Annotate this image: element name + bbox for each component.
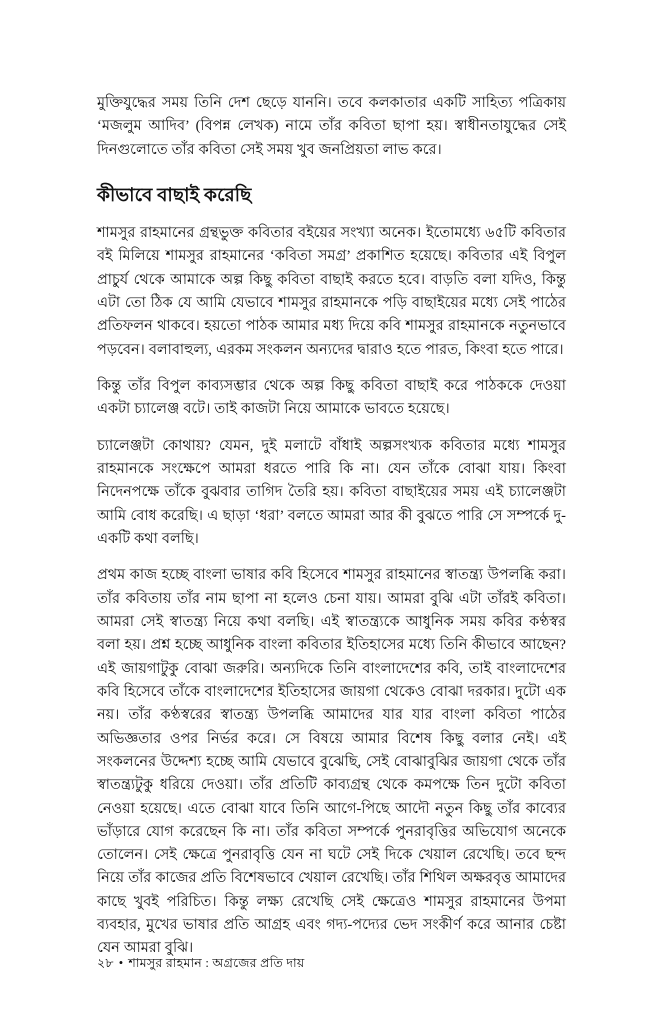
paragraph-4: প্রথম কাজ হচ্ছে বাংলা ভাষার কবি হিসেবে শামসুর রাহমানের স্বাতন্ত্র্য উপলব্ধি করা। তাঁর কবিতায় তাঁর নাম ছাপা না হলেও চেনা যায়। আমরা বুঝি এটা তাঁরই কবিতা। আমরা সেই স্বাতন্ত্র্য নিয়ে কথা বলছি। এই স্বাতন্ত্র্যকে আধুনিক সময় কবির কণ্ঠস্বর বলা হয়। প্রশ্ন হচ্ছে আধুনিক বাংলা কবিতার ইতিহাসের মধ্যে তিনি কীভাবে আছেন? এই জায়গাটুকু বোঝা জরুরি। অন্যদিকে তিনি বাংলাদেশের কবি, তাই বাংলাদেশের কবি হিসেবে তাঁকে বাংলাদেশের ইতিহাসের জায়গা থেকেও বোঝা দরকার। দুটো এক নয়। তাঁর কণ্ঠস্বরের স্বাতন্ত্র্য উপলব্ধি আমাদের যার যার বাংলা কবিতা পাঠের অভিজ্ঞতার ওপর নির্ভর করে। সে বিষয়ে আমার বিশেষ কিছু বলার নেই। এই সংকলনের উদ্দেশ্য হচ্ছে আমি যেভাবে বুঝেছি, সেই বোঝাবুঝির জায়গা থেকে তাঁর স্বাতন্ত্র্যটুকু ধরিয়ে দেওয়া। তাঁর প্রতিটি কাব্যগ্রন্থ থেকে কমপক্ষে তিন দুটো কবিতা নেওয়া হয়েছে। এতে বোঝা যাবে তিনি আগে-পিছে আদৌ নতুন কিছু তাঁর কাব্যের ভাঁড়ারে যোগ করেছেন কি না। তাঁর কবিতা সম্পর্কে পুনরাবৃত্তির অভিযোগ অনেকে তোলেন। সেই ক্ষেত্রে পুনরাবৃত্তি যেন না ঘটে সেই দিকে খেয়াল রেখেছি। তবে ছন্দ নিয়ে তাঁর কাজের প্রতি বিশেষভাবে খেয়াল রেখেছি। তাঁর শিথিল অক্ষরবৃত্ত আমাদের কাছে খুবই পরিচিত। কিন্তু লক্ষ্য রেখেছি সেই ক্ষেত্রেও শামসুর রাহমানের উপমা ব্যবহার, মুখের ভাষার প্রতি আগ্রহ এবং গদ্য-পদ্যের ভেদ সংকীর্ণ করে আনার চেষ্টা যেন আমরা বুঝি। xyxy=(97,567,566,957)
footer-book-info: শামসুর রাহমান : অগ্রজের প্রতি দায় xyxy=(128,956,305,970)
paragraph-1: শামসুর রাহমানের গ্রন্থভুক্ত কবিতার বইয়ের সংখ্যা অনেক। ইতোমধ্যে ৬৫টি কবিতার বই মিলিয়ে শামসুর রাহমানের ‘কবিতা সমগ্র’ প্রকাশিত হয়েছে। কবিতার এই বিপুল প্রাচুর্য থেকে আমাকে অল্প কিছু কবিতা বাছাই করতে হবে। বাড়তি বলা যদিও, কিন্তু এটা তো ঠিক যে আমি যেভাবে শামসুর রাহমানকে পড়ি বাছাইয়ের মধ্যে সেই পাঠের প্রতিফলন থাকবে। হয়তো পাঠক আমার মধ্য দিয়ে কবি শামসুর রাহমানকে নতুনভাবে পড়বেন। বলাবাহুল্য, এরকম সংকলন অন্যদের দ্বারাও হতে পারত, কিংবা হতে পারে। xyxy=(97,224,566,358)
page-number: ২৮ xyxy=(97,956,114,970)
paragraph-intro: মুক্তিযুদ্ধের সময় তিনি দেশ ছেড়ে যাননি। তবে কলকাতার একটি সাহিত্য পত্রিকায় ‘মজলুম আদিব’ (বিপন্ন লেখক) নামে তাঁর কবিতা ছাপা হয়। স্বাধীনতাযুদ্ধের সেই দিনগুলোতে তাঁর কবিতা সেই সময় খুব জনপ্রিয়তা লাভ করে। xyxy=(97,95,566,158)
section-heading: কীভাবে বাছাই করেছি xyxy=(97,185,252,206)
paragraph-2: কিন্তু তাঁর বিপুল কাব্যসম্ভার থেকে অল্প কিছু কবিতা বাছাই করে পাঠককে দেওয়া একটা চ্যালেঞ্জ বটে। তাই কাজটা নিয়ে আমাকে ভাবতে হয়েছে। xyxy=(97,377,566,418)
paragraph-3: চ্যালেঞ্জটা কোথায়? যেমন, দুই মলাটে বাঁধাই অল্পসংখ্যক কবিতার মধ্যে শামসুর রাহমানকে সংক্ষেপে আমরা ধরতে পারি কি না। যেন তাঁকে বোঝা যায়। কিংবা নিদেনপক্ষে তাঁকে বুঝবার তাগিদ তৈরি হয়। কবিতা বাছাইয়ের সময় এই চ্যালেঞ্জটা আমি বোধ করেছি। এ ছাড়া ‘ধরা’ বলতে আমরা আর কী বুঝতে পারি সে সম্পর্কে দু-একটি কথা বলছি। xyxy=(97,437,566,547)
page-footer xyxy=(97,955,304,975)
footer-separator: • xyxy=(118,956,124,970)
